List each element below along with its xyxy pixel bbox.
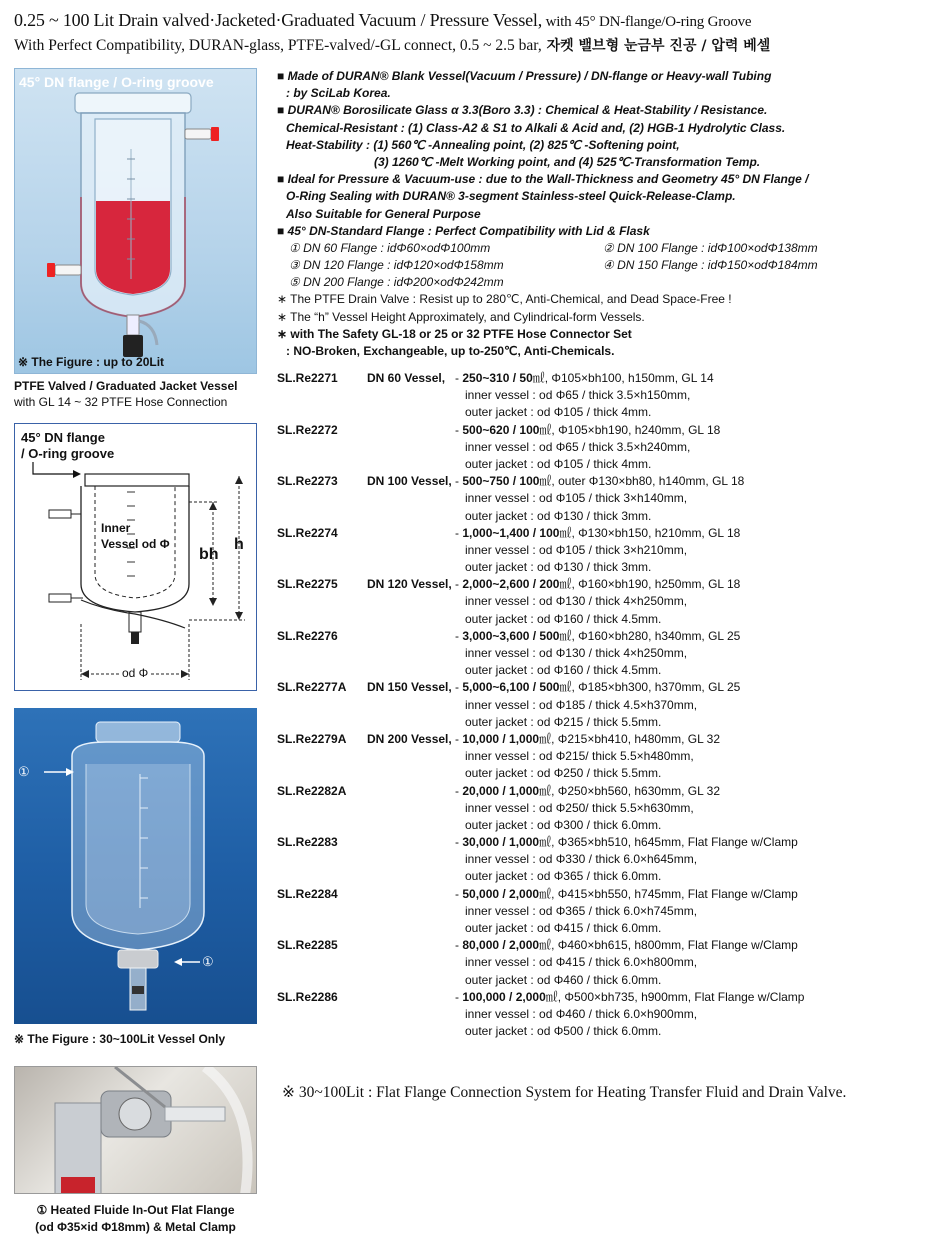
- diagram-inner-line2: Vessel od Φ: [101, 537, 170, 551]
- note-ptfe-valve: ∗ The PTFE Drain Valve : Resist up to 280℃, Anti-Chemical, and Dead Space-Free !: [277, 292, 732, 307]
- catalog-number: SL.Re2282A: [277, 783, 347, 798]
- catalog-number: SL.Re2271: [277, 371, 338, 385]
- vessel-photo-red: [14, 68, 257, 374]
- page-title: [14, 10, 751, 31]
- spec-inner-vessel: inner vessel : od Φ130 / thick 4×h250mm,: [465, 594, 688, 609]
- spec-outer-jacket: outer jacket : od Φ130 / thick 3mm.: [465, 560, 652, 575]
- spec-row: [277, 989, 897, 1041]
- dn-size: DN 150 Vessel,: [367, 680, 452, 695]
- spec-outer-jacket: outer jacket : od Φ460 / thick 6.0mm.: [465, 972, 662, 987]
- feature-duran-blank: ■ Made of DURAN® Blank Vessel(Vacuum / Pressure) / DN-flange or Heavy-wall Tubing: [277, 69, 772, 83]
- spec-row: [277, 576, 897, 628]
- photo2-marker-right: ①: [202, 954, 214, 969]
- title-line1-main: 0.25 ~ 100 Lit Drain valved·Jacketed·Graduated Vacuum / Pressure Vessel,: [14, 10, 543, 30]
- flange-dn60: ① DN 60 Flange : idΦ60×odΦ100mm: [289, 240, 491, 255]
- spec-inner-vessel: inner vessel : od Φ105 / thick 3×h140mm,: [465, 491, 688, 506]
- photo1-label: 45° DN flange / O-ring groove: [19, 74, 214, 90]
- feature-oring-sealing: O-Ring Sealing with DURAN® 3-segment Stainless-steel Quick-Release-Clamp.: [286, 189, 736, 204]
- flange-row-2: [277, 257, 897, 274]
- page-subtitle: [14, 35, 770, 55]
- spec-capacity: - 50,000 / 2,000㎖, Φ415×bh550, h745mm, Flat Flange w/Clamp: [455, 886, 798, 901]
- note-gl-connector: ∗ with The Safety GL-18 or 25 or 32 PTFE Hose Connector Set: [277, 326, 632, 341]
- spec-capacity: - 1,000~1,400 / 100㎖, Φ130×bh150, h210mm, GL 18: [455, 525, 741, 540]
- catalog-number: SL.Re2272: [277, 422, 338, 437]
- spec-outer-jacket: outer jacket : od Φ365 / thick 6.0mm.: [465, 869, 662, 884]
- spec-capacity: - 500~620 / 100㎖, Φ105×bh190, h240mm, GL 18: [455, 422, 721, 437]
- vessel-photo-large: [14, 708, 257, 1024]
- spec-inner-vessel: inner vessel : od Φ105 / thick 3×h210mm,: [465, 542, 688, 557]
- feature-pressure-vacuum: ■ Ideal for Pressure & Vacuum-use : due to the Wall-Thickness and Geometry 45° DN Flange /: [277, 172, 809, 187]
- photo1-caption-normal: with GL 14 ~ 32 PTFE Hose Connection: [14, 395, 228, 409]
- spec-row: [277, 834, 897, 886]
- catalog-number: SL.Re2277A: [277, 680, 347, 695]
- catalog-number: SL.Re2273: [277, 474, 338, 489]
- feature-dn-standard: ■ 45° DN-Standard Flange : Perfect Compatibility with Lid & Flask: [277, 223, 650, 238]
- title-line1-small: with 45° DN-flange/O-ring Groove: [542, 14, 752, 30]
- spec-inner-vessel: inner vessel : od Φ130 / thick 4×h250mm,: [465, 646, 688, 660]
- diagram-label-line1: 45° DN flange: [21, 430, 105, 445]
- diagram-bh-label: bh: [199, 546, 219, 563]
- features-list: [277, 68, 897, 360]
- note-no-broken: : NO-Broken, Exchangeable, up to-250℃, Anti-Chemicals.: [286, 344, 615, 358]
- spec-outer-jacket: outer jacket : od Φ160 / thick 4.5mm.: [465, 663, 662, 678]
- caption3-line1: ① Heated Fluide In-Out Flat Flange: [36, 1203, 235, 1217]
- diagram-inner-line1: Inner: [101, 521, 131, 535]
- catalog-number: SL.Re2275: [277, 577, 338, 592]
- spec-capacity: - 20,000 / 1,000㎖, Φ250×bh560, h630mm, GL 32: [455, 783, 720, 798]
- spec-row: [277, 679, 897, 731]
- spec-outer-jacket: outer jacket : od Φ300 / thick 6.0mm.: [465, 817, 662, 832]
- spec-row: [277, 886, 897, 938]
- diagram-inner-label: [101, 520, 170, 552]
- flange-dn150: ④ DN 150 Flange : idΦ150×odΦ184mm: [603, 258, 818, 273]
- vessel-dimension-diagram: [14, 423, 257, 691]
- spec-outer-jacket: outer jacket : od Φ500 / thick 6.0mm.: [465, 1024, 662, 1039]
- catalog-number: SL.Re2285: [277, 938, 338, 953]
- flange-row-3: [277, 274, 897, 291]
- spec-row: [277, 525, 897, 577]
- spec-capacity: - 250~310 / 50㎖, Φ105×bh100, h150mm, GL 14: [455, 371, 714, 385]
- spec-outer-jacket: outer jacket : od Φ415 / thick 6.0mm.: [465, 921, 662, 935]
- spec-inner-vessel: inner vessel : od Φ365 / thick 6.0×h745mm,: [465, 903, 698, 918]
- spec-capacity: - 100,000 / 2,000㎖, Φ500×bh735, h900mm, Flat Flange w/Clamp: [455, 989, 805, 1004]
- spec-inner-vessel: inner vessel : od Φ415 / thick 6.0×h800mm,: [465, 955, 698, 970]
- spec-row: [277, 370, 897, 422]
- flange-clamp-photo: [14, 1066, 257, 1194]
- spec-outer-jacket: outer jacket : od Φ130 / thick 3mm.: [465, 508, 652, 523]
- caption3-line2: (od Φ35×id Φ18mm) & Metal Clamp: [35, 1220, 236, 1234]
- spec-capacity: - 3,000~3,600 / 500㎖, Φ160×bh280, h340mm, GL 25: [455, 628, 741, 643]
- flange-dn120: ③ DN 120 Flange : idΦ120×odΦ158mm: [289, 258, 504, 273]
- large-vessel-illustration: [14, 708, 257, 1024]
- spec-outer-jacket: outer jacket : od Φ105 / thick 4mm.: [465, 456, 652, 471]
- clamp-illustration: [15, 1067, 257, 1194]
- flange-dn100: ② DN 100 Flange : idΦ100×odΦ138mm: [603, 240, 818, 255]
- spec-inner-vessel: inner vessel : od Φ250/ thick 5.5×h630mm,: [465, 800, 694, 815]
- spec-inner-vessel: inner vessel : od Φ65 / thick 3.5×h150mm,: [465, 388, 691, 403]
- spec-row: [277, 783, 897, 835]
- spec-row: [277, 473, 897, 525]
- flange-clamp-caption: [14, 1202, 257, 1236]
- diagram-od-label: od Φ: [119, 666, 151, 680]
- spec-capacity: - 500~750 / 100㎖, outer Φ130×bh80, h140mm, GL 18: [455, 474, 745, 489]
- catalog-number: SL.Re2279A: [277, 731, 347, 746]
- catalog-number: SL.Re2283: [277, 835, 338, 850]
- catalog-number: SL.Re2274: [277, 525, 338, 540]
- flange-dn200: ⑤ DN 200 Flange : idΦ200×odΦ242mm: [289, 275, 504, 290]
- photo1-caption-bold: PTFE Valved / Graduated Jacket Vessel: [14, 379, 238, 393]
- note-vessel-height: ∗ The “h” Vessel Height Approximately, and Cylindrical-form Vessels.: [277, 309, 645, 324]
- title-line2-main: With Perfect Compatibility, DURAN-glass, PTFE-valved/-GL connect, 0.5 ~ 2.5 bar,: [14, 37, 542, 54]
- feature-general-purpose: Also Suitable for General Purpose: [286, 206, 481, 221]
- photo1-caption: ※ The Figure : up to 20Lit: [18, 355, 165, 369]
- spec-inner-vessel: inner vessel : od Φ215/ thick 5.5×h480mm,: [465, 749, 694, 764]
- spec-row: [277, 731, 897, 783]
- spec-capacity: - 30,000 / 1,000㎖, Φ365×bh510, h645mm, Flat Flange w/Clamp: [455, 835, 798, 850]
- feature-scilab: : by SciLab Korea.: [286, 86, 391, 101]
- dn-size: DN 100 Vessel,: [367, 474, 452, 489]
- spec-row: [277, 422, 897, 474]
- dn-size: DN 200 Vessel,: [367, 731, 452, 746]
- catalog-number: SL.Re2284: [277, 886, 338, 901]
- spec-capacity: - 80,000 / 2,000㎖, Φ460×bh615, h800mm, Flat Flange w/Clamp: [455, 938, 798, 953]
- title-line2-korean: 자켓 밸브형 눈금부 진공 / 압력 베셀: [541, 38, 771, 54]
- footer-note: ※ 30~100Lit : Flat Flange Connection System for Heating Transfer Fluid and Drain Valve.: [282, 1084, 847, 1101]
- spec-outer-jacket: outer jacket : od Φ250 / thick 5.5mm.: [465, 766, 662, 781]
- spec-outer-jacket: outer jacket : od Φ215 / thick 5.5mm.: [465, 714, 662, 729]
- spec-capacity: - 10,000 / 1,000㎖, Φ215×bh410, h480mm, GL 32: [455, 731, 720, 746]
- spec-outer-jacket: outer jacket : od Φ160 / thick 4.5mm.: [465, 611, 662, 626]
- photo2-caption: ※ The Figure : 30~100Lit Vessel Only: [14, 1032, 226, 1046]
- dn-size: DN 60 Vessel,: [367, 371, 446, 385]
- catalog-number: SL.Re2276: [277, 628, 338, 643]
- photo2-marker-left: ①: [18, 764, 30, 779]
- spec-outer-jacket: outer jacket : od Φ105 / thick 4mm.: [465, 405, 652, 420]
- spec-list: [277, 370, 897, 1040]
- spec-row: [277, 937, 897, 989]
- spec-capacity: - 5,000~6,100 / 500㎖, Φ185×bh300, h370mm, GL 25: [455, 680, 741, 695]
- spec-inner-vessel: inner vessel : od Φ330 / thick 6.0×h645mm,: [465, 852, 698, 867]
- diagram-h-label: h: [234, 536, 244, 553]
- feature-heat-stability: Heat-Stability : (1) 560℃ -Annealing point, (2) 825℃ -Softening point,: [286, 137, 680, 152]
- diagram-label-line2: / O-ring groove: [21, 446, 115, 461]
- spec-inner-vessel: inner vessel : od Φ185 / thick 4.5×h370mm,: [465, 697, 698, 712]
- spec-inner-vessel: inner vessel : od Φ65 / thick 3.5×h240mm,: [465, 439, 691, 454]
- feature-borosilicate: ■ DURAN® Borosilicate Glass α 3.3(Boro 3.3) : Chemical & Heat-Stability / Resistance.: [277, 103, 768, 118]
- diagram-drawing: [15, 424, 257, 691]
- feature-chemical-resistant: Chemical-Resistant : (1) Class-A2 & S1 to Alkali & Acid and, (2) HGB-1 Hydrolytic Class.: [286, 120, 786, 135]
- spec-row: [277, 628, 897, 680]
- spec-inner-vessel: inner vessel : od Φ460 / thick 6.0×h900mm,: [465, 1006, 698, 1021]
- dn-size: DN 120 Vessel,: [367, 577, 452, 592]
- flange-row-1: [277, 240, 897, 257]
- feature-heat-stability-2: (3) 1260℃ -Melt Working point, and (4) 525℃-Transformation Temp.: [374, 154, 761, 169]
- spec-capacity: - 2,000~2,600 / 200㎖, Φ160×bh190, h250mm, GL 18: [455, 577, 741, 592]
- jacketed-vessel-illustration: [15, 69, 257, 374]
- catalog-number: SL.Re2286: [277, 989, 338, 1004]
